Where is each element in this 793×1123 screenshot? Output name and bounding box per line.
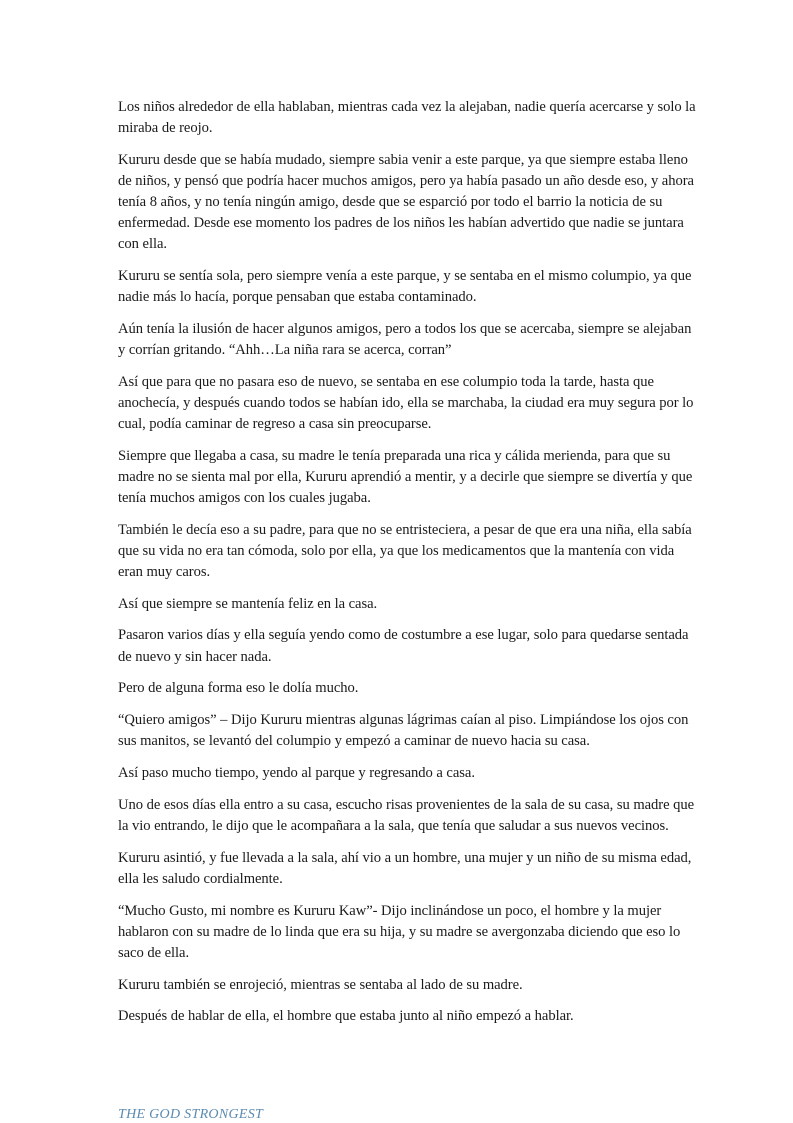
page-footer: THE GOD STRONGEST [118, 1107, 264, 1122]
paragraph-4: Aún tenía la ilusión de hacer algunos amigos, pero a todos los que se acercaba, siempre se alejaban y corrían gritando. “Ahh…La niña rara se acerca, corran” [118, 320, 692, 358]
paragraph-6: Siempre que llegaba a casa, su madre le tenía preparada una rica y cálida merienda, para que su madre no se sienta mal por ella, Kururu aprendió a mentir, y a decirle que siempre se divertía y que tenía muchos amigos con los cuales jugaba. [118, 447, 693, 506]
paragraph-5: Así que para que no pasara eso de nuevo, se sentaba en ese columpio toda la tarde, hasta que anochecía, y después cuando todos se habían ido, ella se marchaba, la ciudad era muy segura por lo cual, podía caminar de regreso a casa sin preocuparse. [118, 373, 694, 432]
paragraph-8: Así que siempre se mantenía feliz en la casa. [118, 595, 378, 612]
paragraph-16: Kururu también se enrojeció, mientras se sentaba al lado de su madre. [118, 976, 523, 993]
paragraph-2: Kururu desde que se había mudado, siempre sabia venir a este parque, ya que siempre estaba lleno de niños, y pensó que podría hacer muchos amigos, pero ya había pasado un año desde eso, y ahora tenía 8 años, y no tenía ningún amigo, desde que se esparció por todo el barrio la noticia de su enfermedad. Desde ese momento los padres de los niños les habían advertido que nadie se juntara con ella. [118, 151, 694, 253]
paragraph-17: Después de hablar de ella, el hombre que estaba junto al niño empezó a hablar. [118, 1008, 574, 1025]
document-body [118, 97, 700, 1038]
paragraph-13: Uno de esos días ella entro a su casa, escucho risas provenientes de la sala de su casa, su madre que la vio entrando, le dijo que le acompañara a la sala, que tenía que saludar a sus nuevos vecinos. [118, 796, 695, 834]
paragraph-15: “Mucho Gusto, mi nombre es Kururu Kaw”- Dijo inclinándose un poco, el hombre y la mujer hablaron con su madre de lo linda que era su hija, y su madre se avergonzaba diciendo que eso lo saco de ella. [118, 902, 681, 961]
paragraph-1: Los niños alrededor de ella hablaban, mientras cada vez la alejaban, nadie quería acercarse y solo la miraba de reojo. [118, 99, 696, 137]
paragraph-7: También le decía eso a su padre, para que no se entristeciera, a pesar de que era una niña, ella sabía que su vida no era tan cómoda, solo por ella, ya que los medicamentos que la mantenía con vida eran muy caros. [118, 521, 692, 580]
paragraph-3: Kururu se sentía sola, pero siempre venía a este parque, y se sentaba en el mismo columpio, ya que nadie más lo hacía, porque pensaban que estaba contaminado. [118, 268, 692, 306]
paragraph-11: “Quiero amigos” – Dijo Kururu mientras algunas lágrimas caían al piso. Limpiándose los ojos con sus manitos, se levantó del columpio y empezó a caminar de nuevo hacia su casa. [118, 712, 689, 750]
paragraph-14: Kururu asintió, y fue llevada a la sala, ahí vio a un hombre, una mujer y un niño de su misma edad, ella les saludo cordialmente. [118, 849, 692, 887]
paragraph-10: Pero de alguna forma eso le dolía mucho. [118, 680, 359, 697]
paragraph-9: Pasaron varios días y ella seguía yendo como de costumbre a ese lugar, solo para quedarse sentada de nuevo y sin hacer nada. [118, 627, 689, 665]
paragraph-12: Así paso mucho tiempo, yendo al parque y regresando a casa. [118, 765, 475, 781]
